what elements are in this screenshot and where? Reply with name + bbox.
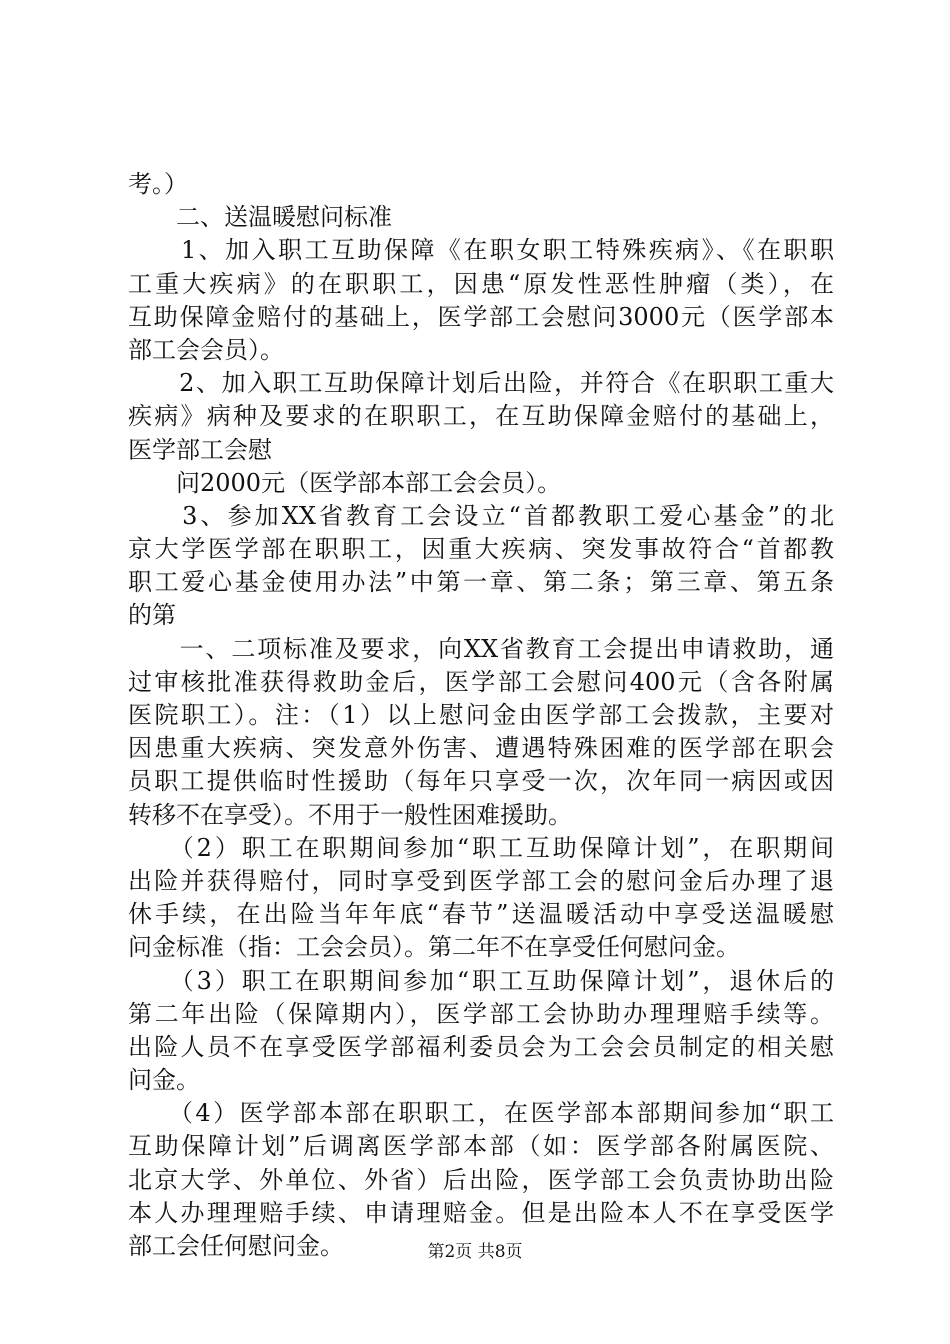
text-line: 京大学医学部在职职工，因重大疾病、突发事故符合“首都教 <box>128 535 834 564</box>
text-line: 3、参加XX省教育工会设立“首都教职工爱心基金”的北 <box>128 501 834 530</box>
text-line: 互助保障金赔付的基础上，医学部工会慰问3000元（医学部本 <box>128 302 834 331</box>
text-line: 员职工提供临时性援助（每年只享受一次，次年同一病因或因 <box>128 767 834 796</box>
text-line: 1、加入职工互助保障《在职女职工特殊疾病》、《在职职 <box>128 236 834 265</box>
text-line: 北京大学、外单位、外省）后出险，医学部工会负责协助出险 <box>128 1165 834 1194</box>
text-line: 问2000元（医学部本部工会会员）。 <box>128 468 562 497</box>
text-line: 的第 <box>128 601 176 630</box>
text-line: （4）医学部本部在职职工，在医学部本部期间参加“职工 <box>128 1099 834 1128</box>
text-line: 工重大疾病》的在职职工，因患“原发性恶性肿瘤（类），在 <box>128 269 834 298</box>
text-line: 本人办理理赔手续、申请理赔金。但是出险本人不在享受医学 <box>128 1198 834 1227</box>
text-line: 医院职工）。注：（1）以上慰问金由医学部工会拨款，主要对 <box>128 701 834 729</box>
text-line: 因患重大疾病、突发意外伤害、遭遇特殊困难的医学部在职会 <box>128 734 834 763</box>
text-line: （3）职工在职期间参加“职工互助保障计划”，退休后的 <box>128 966 834 995</box>
text-line: 过审核批准获得救助金后，医学部工会慰问400元（含各附属 <box>128 667 834 696</box>
text-line: 职工爱心基金使用办法”中第一章、第二条；第三章、第五条 <box>128 568 834 597</box>
text-line: 休手续，在出险当年年底“春节”送温暖活动中享受送温暖慰 <box>128 900 834 929</box>
text-line: 互助保障计划”后调离医学部本部（如：医学部各附属医院、 <box>128 1132 834 1161</box>
text-line: 医学部工会慰 <box>128 435 272 464</box>
text-line: 问金标准（指：工会会员）。第二年不在享受任何慰问金。 <box>128 933 740 962</box>
section-heading: 二、送温暖慰问标准 <box>128 203 392 232</box>
text-line: 第二年出险（保障期内），医学部工会协助办理理赔手续等。 <box>128 999 834 1028</box>
text-line: 部工会会员）。 <box>128 335 284 364</box>
text-line: 问金。 <box>128 1066 200 1095</box>
text-line: 出险并获得赔付，同时享受到医学部工会的慰问金后办理了退 <box>128 866 834 895</box>
text-line: 2、加入职工互助保障计划后出险，并符合《在职职工重大 <box>128 369 834 398</box>
text-line: 考。） <box>128 170 188 198</box>
text-line: 疾病》病种及要求的在职职工，在互助保障金赔付的基础上， <box>128 402 834 431</box>
text-line: 部工会任何慰问金。 <box>128 1232 344 1260</box>
text-line: 一、二项标准及要求，向XX省教育工会提出申请救助，通 <box>128 634 834 663</box>
text-line: 转移不在享受）。不用于一般性困难援助。 <box>128 800 572 829</box>
document-body <box>128 168 834 1263</box>
text-line: （2）职工在职期间参加“职工互助保障计划”，在职期间 <box>128 833 834 862</box>
page-number: 第2页 共8页 <box>427 1242 523 1262</box>
text-line: 出险人员不在享受医学部福利委员会为工会会员制定的相关慰 <box>128 1032 834 1061</box>
